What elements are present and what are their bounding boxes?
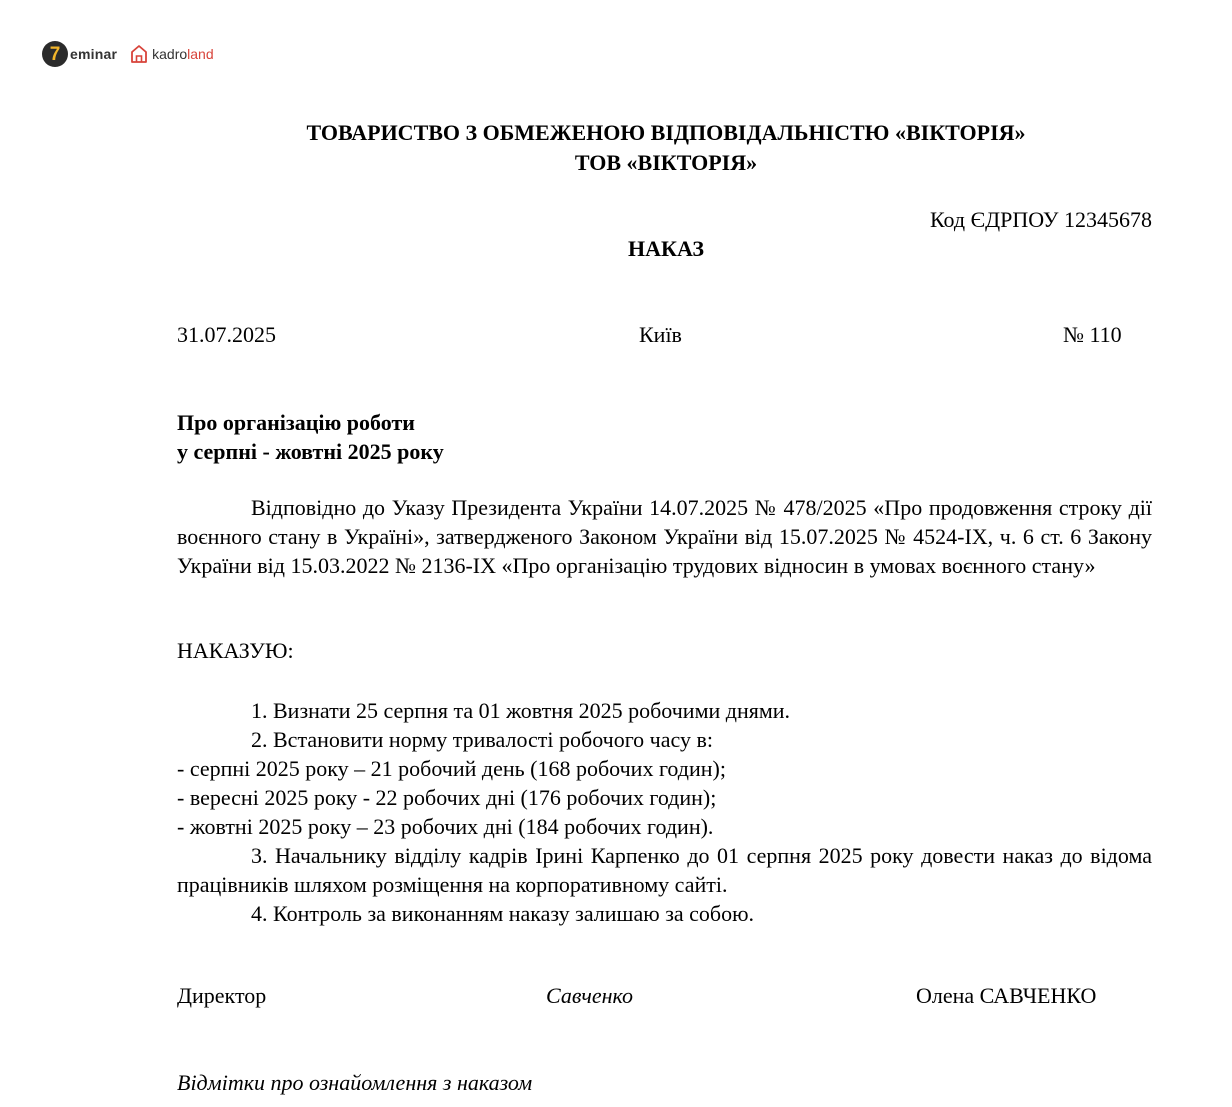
preamble-paragraph: Відповідно до Указу Президента України 14.07.2025 № 478/2025 «Про продовження строку дії воєнного стану в Україні», затвердженого Законом України від 15.07.2025 № 4524-IX, ч. 6 ст. 6 Закону України від 15.03.2022 № 2136-IX «Про організацію трудових відносин в умовах воєнного стану» — [177, 495, 1152, 578]
signatory-role: Директор — [177, 983, 267, 1008]
org-full-name: ТОВАРИСТВО З ОБМЕЖЕНОЮ ВІДПОВІДАЛЬНІСТЮ «ВІКТОРІЯ» — [306, 120, 1026, 145]
subject-line-1: Про організацію роботи — [177, 410, 415, 435]
seminar-logo — [42, 41, 117, 67]
seminar-logo-text: eminar — [70, 46, 118, 62]
order-items — [177, 696, 1152, 928]
order-subitem-august: - серпні 2025 року – 21 робочий день (168 робочих годин); — [177, 756, 726, 781]
signature: Савченко — [546, 983, 634, 1008]
kadroland-logo — [130, 44, 214, 64]
order-item-1: 1. Визнати 25 серпня та 01 жовтня 2025 робочими днями. — [251, 698, 791, 723]
kadroland-logo-text — [152, 46, 214, 62]
org-short-name: ТОВ «ВІКТОРІЯ» — [574, 150, 758, 175]
order-date: 31.07.2025 — [177, 322, 276, 347]
order-number: № 110 — [1063, 322, 1122, 347]
order-city: Київ — [639, 322, 682, 347]
edrpou-code: Код ЄДРПОУ 12345678 — [929, 207, 1152, 232]
acknowledgement-note: Відмітки про ознайомлення з наказом — [177, 1070, 533, 1095]
kadroland-logo-accent: land — [187, 46, 214, 62]
kadroland-house-icon — [130, 44, 148, 64]
order-word: НАКАЗУЮ: — [177, 638, 294, 663]
subject-line-2: у серпні - жовтні 2025 року — [177, 439, 444, 464]
signatory-name: Олена САВЧЕНКО — [916, 983, 1097, 1008]
order-subitem-september: - вересні 2025 року - 22 робочих дні (176 робочих годин); — [177, 785, 717, 810]
header-logos — [42, 40, 214, 68]
order-item-2: 2. Встановити норму тривалості робочого часу в: — [251, 727, 713, 752]
seminar-logo-symbol: 7 — [42, 41, 68, 67]
order-subject — [177, 408, 444, 466]
order-subitem-october: - жовтні 2025 року – 23 робочих дні (184 робочих годин). — [177, 814, 714, 839]
order-item-4: 4. Контроль за виконанням наказу залишаю за собою. — [251, 901, 755, 926]
kadroland-logo-main: kadro — [152, 46, 188, 62]
order-item-3: 3. Начальнику відділу кадрів Ірині Карпенко до 01 серпня 2025 року довести наказ до відома працівників шляхом розміщення на корпоративному сайті. — [177, 843, 1152, 897]
document-title: НАКАЗ — [628, 236, 704, 261]
